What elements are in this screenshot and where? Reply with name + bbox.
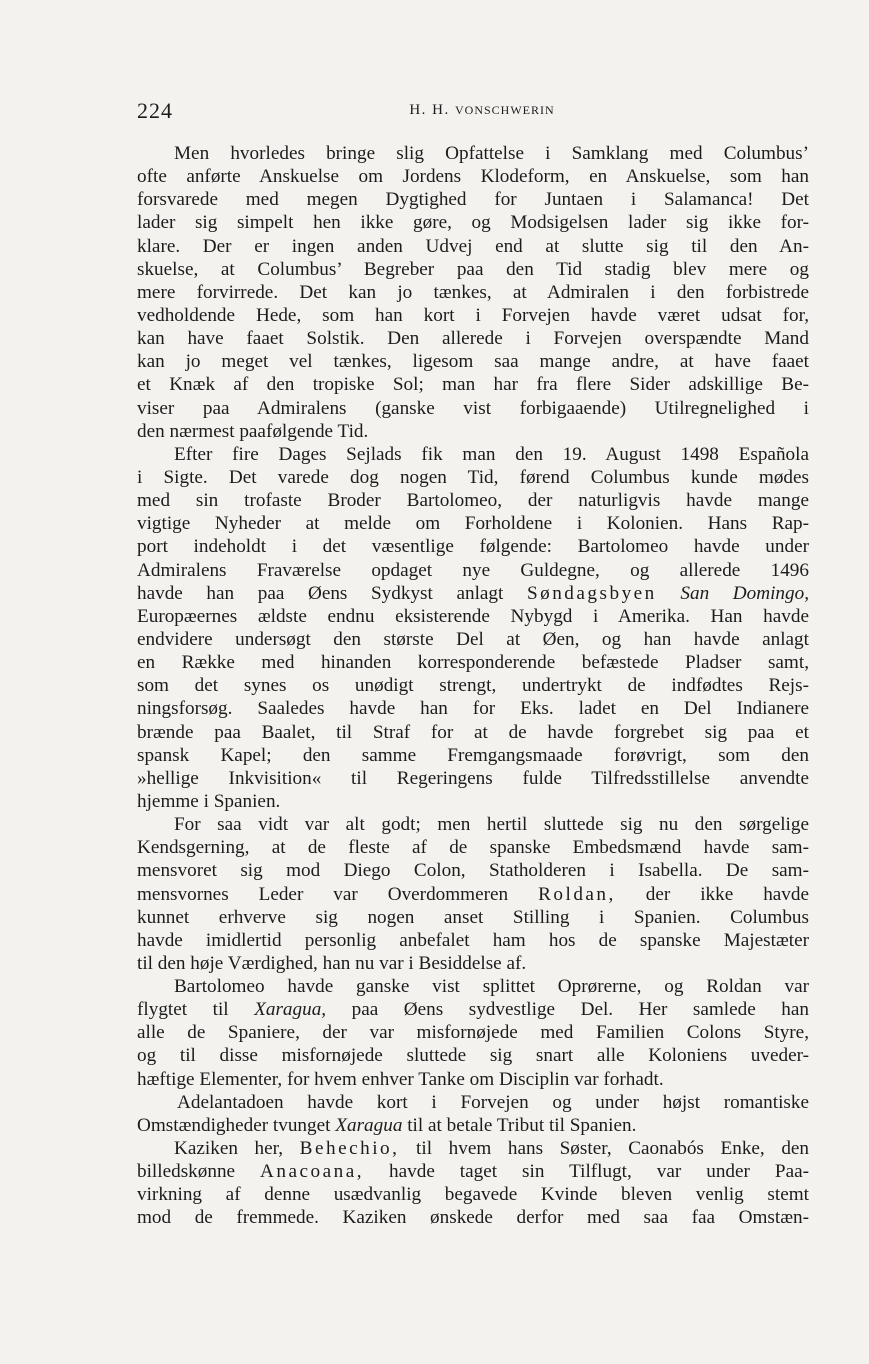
text-line: den nærmest paafølgende Tid. (137, 420, 369, 442)
text-line: mensvoret sig mod Diego Colon, Statholderen i Isabella. De sam- (137, 860, 809, 882)
text-line: og til disse misfornøjede sluttede sig snart alle Koloniens uveder- (137, 1045, 809, 1067)
text-segment: billedskønne (137, 1161, 236, 1183)
text-line: vigtige Nyheder at melde om Forholdene i Kolonien. Hans Rap- (137, 513, 809, 535)
italic-place: Xaragua, (254, 999, 327, 1021)
text-segment: havde han paa Øens Sydkyst anlagt (137, 582, 504, 604)
text-line: kan have faaet Solstik. Den allerede i Forvejen overspændte Mand (137, 328, 809, 350)
text-line: skuelse, at Columbus’ Begreber paa den Tid stadig blev mere og (137, 258, 809, 280)
text-line: forsvarede med megen Dygtighed for Juntaen i Salamanca! Det (137, 189, 809, 211)
text-line: lader sig simpelt hen ikke gøre, og Modsigelsen lader sig ikke for- (137, 212, 809, 234)
text-line-mixed (137, 883, 809, 906)
text-line: Men hvorledes bringe slig Opfattelse i Samklang med Columbus’ (174, 143, 809, 164)
text-line-mixed (137, 1160, 809, 1183)
text-line: vedholdende Hede, som han kort i Forvejen havde været udsat for, (137, 304, 809, 326)
text-line: mod de fremmede. Kaziken ønskede derfor med saa faa Omstæn- (137, 1207, 809, 1229)
text-line: alle de Spaniere, der var misfornøjede med Familien Colons Styre, (137, 1022, 809, 1044)
page-header (137, 98, 807, 128)
text-segment: til hvem hans Søster, Caonabós Enke, den (416, 1138, 809, 1160)
text-line: ofte anførte Anskuelse om Jordens Klodeform, en Anskuelse, som han (137, 166, 809, 188)
text-line: til den høje Værdighed, han nu var i Besiddelse af. (137, 952, 527, 974)
italic-place: Xaragua (335, 1114, 403, 1136)
text-line: et Knæk af den tropiske Sol; man har fra flere Sider adskillige Be- (137, 374, 809, 396)
text-line: en Række med hinanden korresponderende befæstede Pladser samt, (137, 652, 809, 674)
text-line: klare. Der er ingen anden Udvej end at slutte sig til den An- (137, 235, 809, 257)
running-head (137, 102, 807, 119)
text-line: Adelantadoen havde kort i Forvejen og under højst romantiske (177, 1091, 809, 1113)
text-line-mixed (137, 1114, 809, 1137)
text-line: »hellige Inkvisition« til Regeringens fulde Tilfredsstillelse anvendte (137, 767, 809, 789)
text-line: kan jo meget vel tænkes, ligesom saa mange andre, at have faaet (137, 351, 809, 373)
text-line: spansk Kapel; den samme Fremgangsmaade forøvrigt, som den (137, 744, 809, 766)
text-segment: Kaziken her, (174, 1138, 284, 1160)
spaced-name: Roldan, (538, 883, 616, 905)
page-number: 224 (137, 98, 173, 123)
text-line: Bartolomeo havde ganske vist splittet Oprørerne, og Roldan var (174, 976, 809, 998)
text-line: hjemme i Spanien. (137, 790, 281, 812)
text-line: Efter fire Dages Sejlads fik man den 19. August 1498 Española (174, 443, 809, 465)
text-line: med sin trofaste Broder Bartolomeo, der naturligvis havde mange (137, 490, 809, 512)
text-line: viser paa Admiralens (ganske vist forbigaaende) Utilregnelighed i (137, 397, 809, 419)
text-line: havde imidlertid personlig anbefalet ham hos de spanske Majestæter (137, 929, 809, 951)
text-line-mixed (137, 1137, 809, 1160)
text-line: kunnet erhverve sig nogen anset Stilling i Spanien. Columbus (137, 906, 809, 928)
author-surname: SCHWERIN (484, 103, 555, 117)
text-line: som det synes os unødigt strengt, undertrykt de indfødtes Rejs- (137, 675, 809, 697)
body-text (137, 142, 809, 1230)
author-initials: H. H. (409, 102, 450, 118)
text-segment: havde taget sin Tilflugt, var under Paa- (389, 1161, 809, 1183)
text-line: mere forvirrede. Det kan jo tænkes, at Admiralen i den forbistrede (137, 281, 809, 303)
text-line: Europæernes ældste endnu eksisterende Nybygd i Amerika. Han havde (137, 605, 809, 627)
text-line: port indeholdt i det væsentlige følgende: Bartolomeo havde under (137, 536, 809, 558)
text-line: ningsforsøg. Saaledes havde han for Eks. ladet en Del Indianere (137, 698, 809, 720)
text-segment: mensvornes Leder var Overdommeren (137, 883, 509, 905)
text-line: Admiralens Fraværelse opdaget nye Guldegne, og allerede 1496 (137, 559, 809, 581)
text-line: i Sigte. Det varede dog nogen Tid, førend Columbus kunde mødes (137, 466, 809, 488)
author-von: VON (455, 103, 484, 117)
text-line: For saa vidt var alt godt; men hertil sluttede sig nu den sørgelige (174, 814, 809, 836)
text-segment: til at betale Tribut til Spanien. (407, 1114, 637, 1136)
text-line-mixed (137, 582, 809, 605)
text-line: brænde paa Baalet, til Straf for at de havde forgrebet sig paa et (137, 721, 809, 743)
text-line-mixed (137, 998, 809, 1021)
text-line: virkning af denne usædvanlig begavede Kvinde bleven venlig stemt (137, 1184, 809, 1206)
text-segment: paa Øens sydvestlige Del. Her samlede han (351, 999, 809, 1021)
text-line: endvidere undersøgt den største Del at Øen, og han havde anlagt (137, 628, 809, 650)
text-line: Kendsgerning, at de fleste af de spanske Embedsmænd havde sam- (137, 837, 809, 859)
spaced-name: Behechio, (299, 1138, 400, 1160)
italic-place: San Domingo, (680, 582, 809, 604)
text-segment: flygtet til (137, 999, 229, 1021)
spaced-name: Anacoana, (260, 1161, 365, 1183)
text-segment: der ikke havde (645, 883, 809, 905)
text-segment: Omstændigheder tvunget (137, 1114, 331, 1136)
text-line: hæftige Elementer, for hvem enhver Tanke om Disciplin var forhadt. (137, 1068, 664, 1090)
spaced-name: Søndagsbyen (526, 582, 657, 604)
